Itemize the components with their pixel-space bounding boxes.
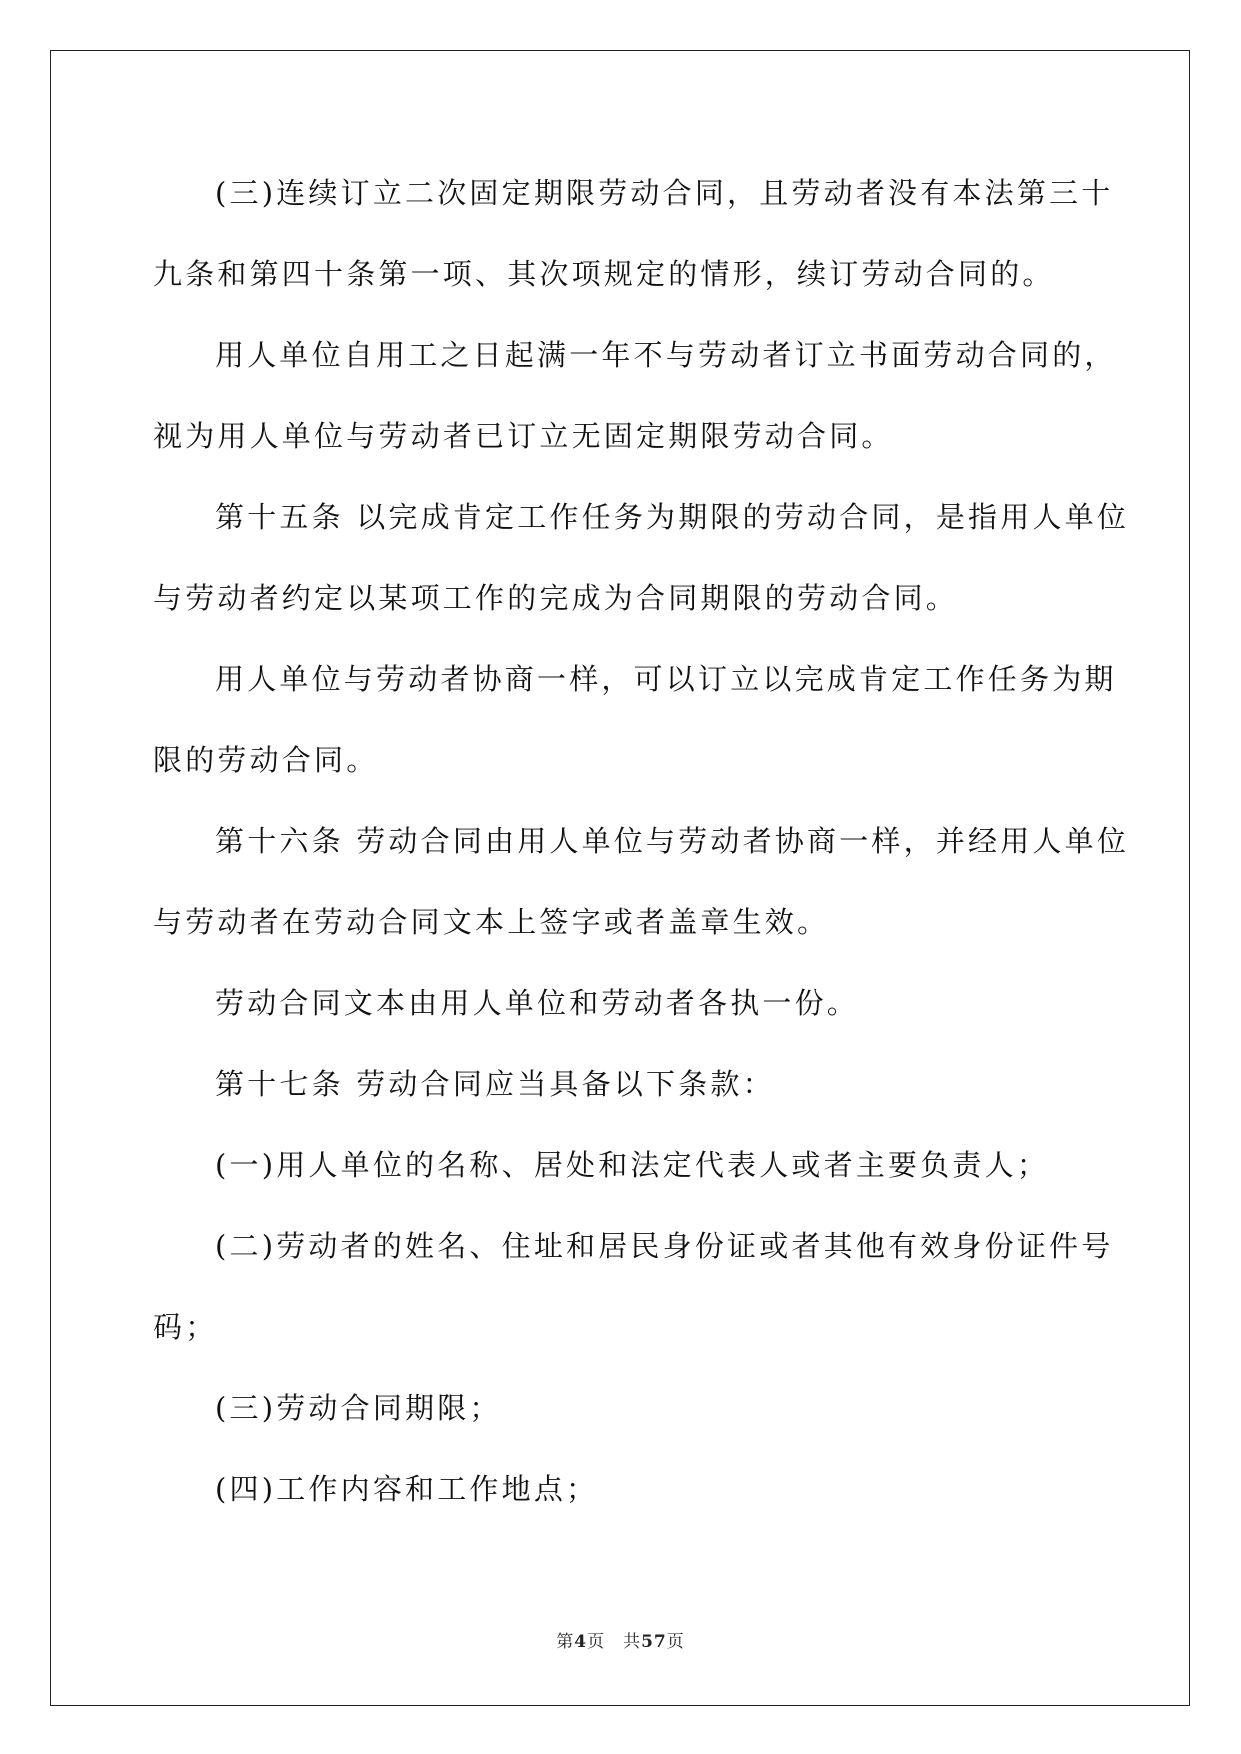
text-line: 第十七条 劳动合同应当具备以下条款：: [215, 1067, 775, 1101]
text-line: 第十六条 劳动合同由用人单位与劳动者协商一样，并经用人单位: [215, 824, 1130, 858]
text-line: 劳动合同文本由用人单位和劳动者各执一份。: [215, 986, 860, 1020]
text-line: 用人单位与劳动者协商一样，可以订立以完成肯定工作任务为期: [215, 662, 1117, 696]
text-line: 第十五条 以完成肯定工作任务为期限的劳动合同，是指用人单位: [215, 500, 1130, 534]
text-line: (四)工作内容和工作地点；: [215, 1472, 599, 1506]
footer-total-pages: 57: [641, 1632, 667, 1652]
text-line: 与劳动者约定以某项工作的完成为合同期限的劳动合同。: [153, 581, 959, 615]
page-footer: [0, 1627, 1241, 1652]
text-line: 用人单位自用工之日起满一年不与劳动者订立书面劳动合同的，: [215, 338, 1117, 372]
text-line: 与劳动者在劳动合同文本上签字或者盖章生效。: [153, 905, 830, 939]
text-line: (三)劳动合同期限；: [215, 1391, 502, 1425]
text-line: 限的劳动合同。: [153, 743, 379, 777]
footer-page-prefix: 第: [556, 1632, 575, 1652]
footer-total-prefix: 共: [623, 1632, 642, 1652]
document-body: [153, 165, 1130, 1542]
footer-total-suffix: 页: [666, 1632, 685, 1652]
text-line: 码；: [153, 1310, 218, 1344]
text-line: (三)连续订立二次固定期限劳动合同，且劳动者没有本法第三十: [215, 176, 1114, 210]
text-line: (二)劳动者的姓名、住址和居民身份证或者其他有效身份证件号: [215, 1229, 1114, 1263]
footer-page-suffix: 页: [587, 1632, 606, 1652]
text-line: 视为用人单位与劳动者已订立无固定期限劳动合同。: [153, 419, 894, 453]
text-line: 九条和第四十条第一项、其次项规定的情形，续订劳动合同的。: [153, 257, 1055, 291]
footer-page-number: 4: [574, 1632, 588, 1652]
text-line: (一)用人单位的名称、居处和法定代表人或者主要负责人；: [215, 1148, 1050, 1182]
